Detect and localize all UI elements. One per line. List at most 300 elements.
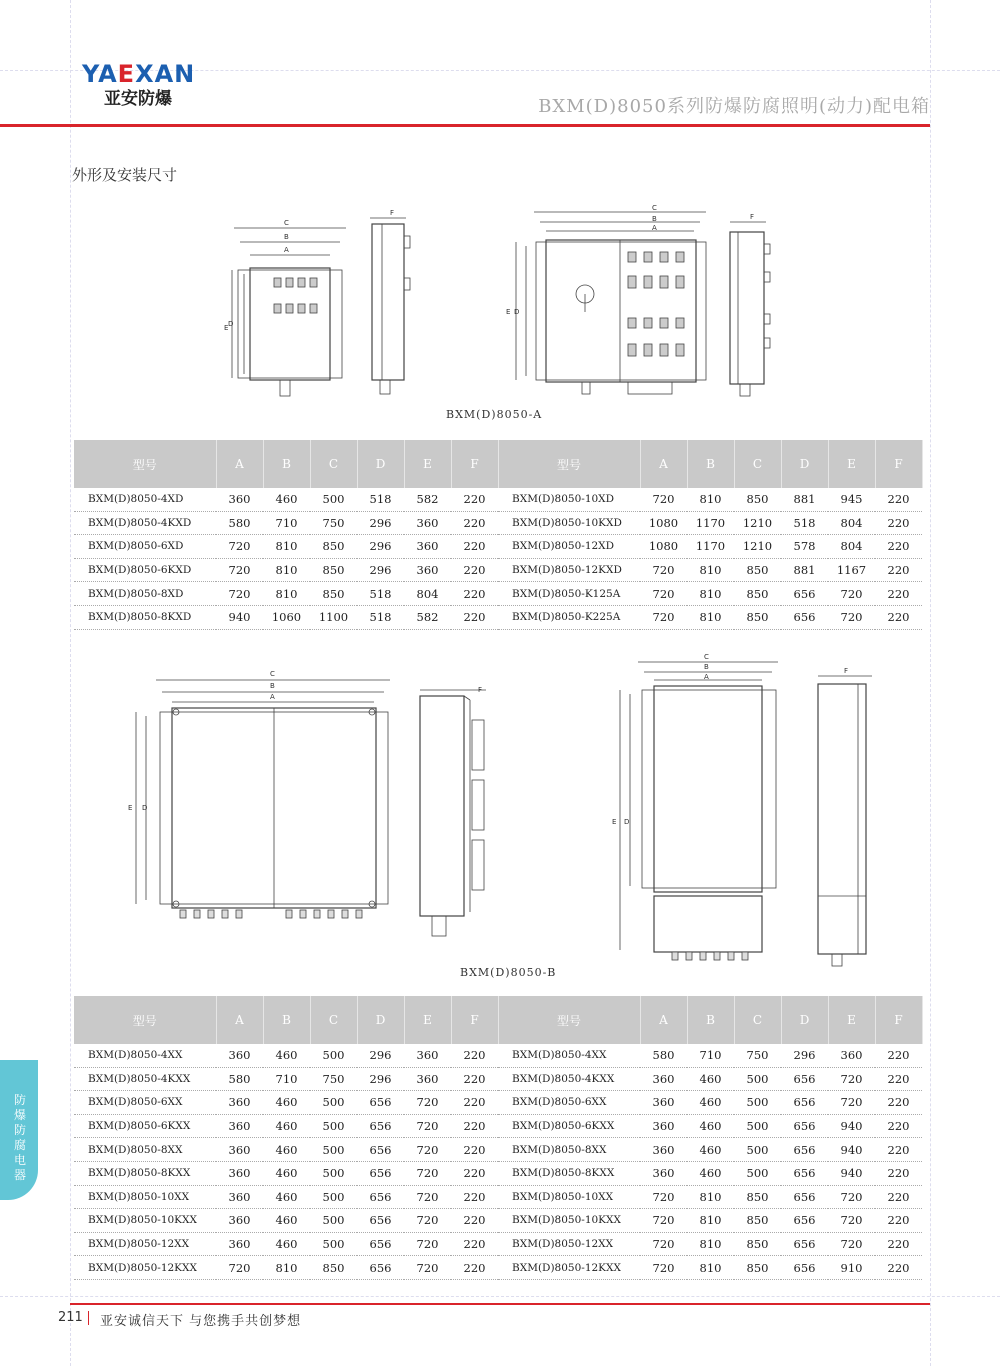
model-cell: BXM(D)8050-4KXX: [74, 1067, 216, 1091]
dimension-cell: 940: [216, 605, 263, 629]
dimension-cell: 360: [216, 1044, 263, 1067]
column-header: F: [875, 440, 922, 488]
dimension-cell: 750: [734, 1044, 781, 1067]
dimension-cell: 1080: [640, 535, 687, 559]
dimension-cell: 220: [451, 1161, 498, 1185]
dimension-cell: 850: [310, 582, 357, 606]
dimension-cell: 810: [687, 582, 734, 606]
dimension-cell: 460: [263, 1091, 310, 1115]
table-row: [74, 1256, 922, 1280]
svg-text:A: A: [652, 224, 657, 232]
dimension-cell: 220: [451, 511, 498, 535]
dimension-cell: 720: [216, 558, 263, 582]
dimension-cell: 850: [734, 1232, 781, 1256]
dimension-cell: 720: [404, 1138, 451, 1162]
dimension-cell: 500: [734, 1091, 781, 1115]
dimension-cell: 220: [875, 1067, 922, 1091]
dimension-cell: 940: [828, 1138, 875, 1162]
model-cell: BXM(D)8050-10XX: [498, 1185, 640, 1209]
dimension-cell: 460: [687, 1161, 734, 1185]
model-cell: BXM(D)8050-8XD: [74, 582, 216, 606]
model-cell: BXM(D)8050-6XD: [74, 535, 216, 559]
dimension-cell: 710: [687, 1044, 734, 1067]
dimension-cell: 850: [310, 558, 357, 582]
svg-text:A: A: [284, 246, 289, 254]
dimension-cell: 656: [781, 605, 828, 629]
model-cell: BXM(D)8050-6KXD: [74, 558, 216, 582]
dimension-cell: 460: [263, 1161, 310, 1185]
model-cell: BXM(D)8050-4XX: [74, 1044, 216, 1067]
dimension-cell: 810: [263, 582, 310, 606]
table-row: [74, 1161, 922, 1185]
dimension-cell: 720: [640, 488, 687, 511]
dimension-cell: 720: [404, 1209, 451, 1233]
dimension-cell: 500: [310, 1232, 357, 1256]
dimension-cell: 810: [687, 558, 734, 582]
dimension-cell: 810: [687, 1256, 734, 1280]
dimension-cell: 720: [640, 605, 687, 629]
dimension-cell: 720: [828, 582, 875, 606]
column-header: D: [357, 440, 404, 488]
dimension-cell: 360: [640, 1091, 687, 1115]
dimension-cell: 220: [451, 582, 498, 606]
column-header: B: [263, 996, 310, 1044]
dimension-cell: 1080: [640, 511, 687, 535]
dimension-cell: 810: [687, 1185, 734, 1209]
svg-text:B: B: [652, 215, 657, 223]
dimension-cell: 360: [216, 488, 263, 511]
column-header: C: [734, 996, 781, 1044]
dimension-cell: 850: [734, 1185, 781, 1209]
model-cell: BXM(D)8050-12XX: [498, 1232, 640, 1256]
dimension-cell: 656: [357, 1161, 404, 1185]
model-cell: BXM(D)8050-12KXX: [74, 1256, 216, 1280]
table-header-row: [74, 996, 922, 1044]
dimension-cell: 518: [357, 605, 404, 629]
category-side-tab-label: 防爆防腐电器: [14, 1093, 27, 1182]
dimension-cell: 582: [404, 605, 451, 629]
dimension-cell: 582: [404, 488, 451, 511]
dimension-cell: 850: [310, 1256, 357, 1280]
front-view-double-door: [128, 670, 390, 918]
footer-separator: [88, 1311, 89, 1325]
dimension-cell: 804: [404, 582, 451, 606]
dimension-cell: 881: [781, 488, 828, 511]
model-cell: BXM(D)8050-8XX: [74, 1138, 216, 1162]
dimension-cell: 296: [357, 558, 404, 582]
dimension-cell: 720: [216, 1256, 263, 1280]
brand-logo: [82, 60, 195, 110]
dimension-cell: 804: [828, 511, 875, 535]
dimension-cell: 578: [781, 535, 828, 559]
dimension-cell: 296: [357, 535, 404, 559]
dimension-cell: 656: [357, 1091, 404, 1115]
dimension-cell: 500: [734, 1138, 781, 1162]
dimension-cell: 220: [875, 1091, 922, 1115]
dimension-cell: 220: [451, 1256, 498, 1280]
page-number: 211: [58, 1310, 83, 1325]
svg-text:A: A: [270, 693, 275, 701]
dimension-cell: 220: [451, 535, 498, 559]
column-header: 型号: [74, 440, 216, 488]
table-row: [74, 1067, 922, 1091]
dimension-cell: 720: [828, 1067, 875, 1091]
column-header: A: [216, 996, 263, 1044]
dimension-cell: 360: [640, 1161, 687, 1185]
model-cell: BXM(D)8050-12XX: [74, 1232, 216, 1256]
column-header: F: [451, 440, 498, 488]
column-header: C: [310, 440, 357, 488]
dimension-cell: 500: [310, 1044, 357, 1067]
dimension-cell: 360: [216, 1185, 263, 1209]
dimension-cell: 220: [451, 1067, 498, 1091]
svg-text:C: C: [270, 670, 275, 678]
dimension-cell: 360: [828, 1044, 875, 1067]
section-title: 外形及安装尺寸: [72, 166, 178, 184]
dimension-cell: 360: [404, 1044, 451, 1067]
dimension-cell: 656: [781, 1209, 828, 1233]
dimension-cell: 656: [781, 1232, 828, 1256]
table-row: [74, 1091, 922, 1115]
dimension-cell: 500: [310, 1114, 357, 1138]
dimension-cell: 720: [828, 1232, 875, 1256]
dimension-cell: 220: [875, 1161, 922, 1185]
svg-text:C: C: [704, 653, 709, 661]
dimension-cell: 1210: [734, 511, 781, 535]
side-view-large: [730, 213, 770, 396]
dimension-cell: 220: [451, 1138, 498, 1162]
column-header: B: [687, 996, 734, 1044]
dimension-cell: 296: [357, 511, 404, 535]
dimension-cell: 656: [781, 1256, 828, 1280]
dimension-cell: 360: [404, 511, 451, 535]
dimension-cell: 220: [875, 1232, 922, 1256]
svg-text:F: F: [390, 209, 395, 217]
table-row: [74, 1209, 922, 1233]
svg-text:D: D: [624, 818, 630, 826]
svg-text:B: B: [704, 663, 709, 671]
dimension-cell: 720: [828, 1185, 875, 1209]
table-row: [74, 535, 922, 559]
column-header: B: [687, 440, 734, 488]
dimension-cell: 656: [781, 582, 828, 606]
svg-text:D: D: [228, 320, 234, 328]
model-cell: BXM(D)8050-4XD: [74, 488, 216, 511]
dimension-cell: 360: [640, 1067, 687, 1091]
header-divider: [0, 124, 930, 127]
dimension-cell: 810: [687, 1209, 734, 1233]
dimension-cell: 220: [451, 1114, 498, 1138]
model-cell: BXM(D)8050-12KXD: [498, 558, 640, 582]
dimension-cell: 1060: [263, 605, 310, 629]
dimension-cell: 580: [216, 1067, 263, 1091]
table-row: [74, 605, 922, 629]
svg-text:A: A: [704, 673, 709, 681]
dimension-cell: 656: [357, 1232, 404, 1256]
table-row: [74, 1114, 922, 1138]
dimension-cell: 500: [310, 1138, 357, 1162]
dimension-cell: 850: [734, 582, 781, 606]
model-cell: BXM(D)8050-10XD: [498, 488, 640, 511]
side-view-double-door: [420, 686, 486, 936]
dimension-cell: 460: [263, 1209, 310, 1233]
dimension-cell: 720: [640, 1209, 687, 1233]
dimension-cell: 500: [734, 1114, 781, 1138]
column-header: F: [875, 996, 922, 1044]
dimension-cell: 720: [828, 605, 875, 629]
dimension-cell: 296: [357, 1044, 404, 1067]
dimension-cell: 810: [263, 1256, 310, 1280]
column-header: E: [404, 996, 451, 1044]
column-header: E: [828, 996, 875, 1044]
dimension-cell: 580: [216, 511, 263, 535]
table-row: [74, 511, 922, 535]
model-cell: BXM(D)8050-10KXX: [74, 1209, 216, 1233]
side-view-small: [370, 209, 410, 394]
dimension-cell: 1170: [687, 535, 734, 559]
dimension-cell: 220: [875, 488, 922, 511]
dimension-cell: 1100: [310, 605, 357, 629]
dimension-cell: 460: [687, 1067, 734, 1091]
crop-guide: [70, 0, 71, 1366]
table-b-body: [74, 1044, 922, 1279]
brand-name-cn: 亚安防爆: [104, 89, 172, 109]
dimension-cell: 360: [216, 1209, 263, 1233]
dimension-cell: 360: [404, 535, 451, 559]
dimension-cell: 720: [404, 1161, 451, 1185]
dimension-cell: 945: [828, 488, 875, 511]
dimension-cell: 220: [451, 605, 498, 629]
model-cell: BXM(D)8050-4KXD: [74, 511, 216, 535]
dimension-cell: 850: [734, 1256, 781, 1280]
technical-drawing-b: [120, 650, 900, 970]
dimension-cell: 810: [263, 558, 310, 582]
column-header: E: [404, 440, 451, 488]
footer-divider: [70, 1303, 930, 1305]
dimension-cell: 220: [875, 1138, 922, 1162]
dimension-cell: 460: [263, 1185, 310, 1209]
dimension-cell: 220: [875, 1044, 922, 1067]
model-cell: BXM(D)8050-10XX: [74, 1185, 216, 1209]
side-view-tall: [818, 667, 872, 966]
column-header: 型号: [498, 996, 640, 1044]
dimension-cell: 850: [310, 535, 357, 559]
dimension-cell: 750: [310, 1067, 357, 1091]
model-cell: BXM(D)8050-12XD: [498, 535, 640, 559]
svg-text:E: E: [128, 804, 133, 812]
model-cell: BXM(D)8050-K225A: [498, 605, 640, 629]
dimension-cell: 804: [828, 535, 875, 559]
dimension-cell: 220: [451, 488, 498, 511]
dimension-cell: 360: [640, 1138, 687, 1162]
svg-text:F: F: [844, 667, 849, 675]
table-row: [74, 582, 922, 606]
svg-text:E: E: [506, 308, 511, 316]
svg-text:C: C: [284, 219, 289, 227]
dimension-cell: 460: [263, 1044, 310, 1067]
dimension-cell: 460: [263, 1232, 310, 1256]
model-cell: BXM(D)8050-4XX: [498, 1044, 640, 1067]
crop-guide: [930, 0, 931, 1366]
dimension-cell: 1170: [687, 511, 734, 535]
column-header: C: [310, 996, 357, 1044]
dimension-cell: 750: [310, 511, 357, 535]
dimension-cell: 656: [781, 1138, 828, 1162]
table-row: [74, 1185, 922, 1209]
dimension-cell: 296: [781, 1044, 828, 1067]
dimension-cell: 220: [875, 1114, 922, 1138]
dimension-cell: 460: [687, 1138, 734, 1162]
front-view-large: [506, 204, 706, 394]
svg-text:F: F: [478, 686, 483, 694]
column-header: D: [781, 440, 828, 488]
dimension-cell: 881: [781, 558, 828, 582]
spec-table-a: [74, 440, 923, 630]
dimension-cell: 810: [687, 1232, 734, 1256]
dimension-cell: 810: [263, 535, 310, 559]
dimension-cell: 720: [640, 1232, 687, 1256]
column-header: 型号: [498, 440, 640, 488]
dimension-cell: 656: [357, 1114, 404, 1138]
dimension-cell: 810: [687, 605, 734, 629]
column-header: E: [828, 440, 875, 488]
dimension-cell: 518: [357, 582, 404, 606]
dimension-cell: 220: [875, 1209, 922, 1233]
svg-text:B: B: [284, 233, 289, 241]
dimension-cell: 460: [687, 1114, 734, 1138]
dimension-cell: 656: [781, 1091, 828, 1115]
dimension-cell: 220: [451, 558, 498, 582]
dimension-cell: 220: [451, 1044, 498, 1067]
dimension-cell: 720: [404, 1114, 451, 1138]
model-cell: BXM(D)8050-10KXD: [498, 511, 640, 535]
dimension-cell: 360: [216, 1161, 263, 1185]
model-cell: BXM(D)8050-8XX: [498, 1138, 640, 1162]
dimension-cell: 940: [828, 1114, 875, 1138]
dimension-cell: 850: [734, 558, 781, 582]
dimension-cell: 220: [875, 1256, 922, 1280]
column-header: A: [216, 440, 263, 488]
dimension-cell: 500: [310, 1209, 357, 1233]
column-header: D: [357, 996, 404, 1044]
dimension-cell: 360: [640, 1114, 687, 1138]
dimension-cell: 220: [875, 511, 922, 535]
dimension-cell: 656: [357, 1185, 404, 1209]
dimension-cell: 460: [263, 1114, 310, 1138]
dimension-cell: 720: [640, 1185, 687, 1209]
dimension-cell: 810: [687, 488, 734, 511]
table-row: [74, 1138, 922, 1162]
drawing-b-caption: BXM(D)8050-B: [460, 966, 557, 979]
dimension-cell: 360: [216, 1114, 263, 1138]
dimension-cell: 580: [640, 1044, 687, 1067]
dimension-cell: 460: [263, 1138, 310, 1162]
dimension-cell: 656: [781, 1067, 828, 1091]
column-header: A: [640, 440, 687, 488]
dimension-cell: 1167: [828, 558, 875, 582]
dimension-cell: 910: [828, 1256, 875, 1280]
dimension-cell: 850: [734, 1209, 781, 1233]
dimension-cell: 656: [781, 1185, 828, 1209]
dimension-cell: 500: [734, 1067, 781, 1091]
dimension-cell: 220: [875, 582, 922, 606]
dimension-cell: 220: [451, 1209, 498, 1233]
dimension-cell: 940: [828, 1161, 875, 1185]
page-title: BXM(D)8050系列防爆防腐照明(动力)配电箱: [538, 96, 930, 117]
dimension-cell: 720: [404, 1256, 451, 1280]
column-header: D: [781, 996, 828, 1044]
dimension-cell: 360: [216, 1232, 263, 1256]
model-cell: BXM(D)8050-4KXX: [498, 1067, 640, 1091]
dimension-cell: 720: [828, 1209, 875, 1233]
svg-text:D: D: [142, 804, 148, 812]
front-view-tall: [612, 653, 778, 960]
dimension-cell: 720: [640, 558, 687, 582]
dimension-cell: 710: [263, 511, 310, 535]
dimension-cell: 656: [781, 1114, 828, 1138]
dimension-cell: 220: [451, 1232, 498, 1256]
crop-guide: [0, 1296, 1000, 1297]
spec-table-b: [74, 996, 923, 1280]
column-header: A: [640, 996, 687, 1044]
model-cell: BXM(D)8050-8KXX: [74, 1161, 216, 1185]
dimension-cell: 518: [357, 488, 404, 511]
front-view-small: [224, 219, 346, 396]
dimension-cell: 720: [404, 1091, 451, 1115]
column-header: F: [451, 996, 498, 1044]
brand-name-en: YAEXAN: [82, 60, 196, 88]
dimension-cell: 710: [263, 1067, 310, 1091]
column-header: C: [734, 440, 781, 488]
table-a-body: [74, 488, 922, 629]
model-cell: BXM(D)8050-10KXX: [498, 1209, 640, 1233]
dimension-cell: 656: [357, 1256, 404, 1280]
dimension-cell: 850: [734, 488, 781, 511]
dimension-cell: 656: [357, 1209, 404, 1233]
dimension-cell: 360: [404, 558, 451, 582]
dimension-cell: 460: [263, 488, 310, 511]
model-cell: BXM(D)8050-8KXX: [498, 1161, 640, 1185]
model-cell: BXM(D)8050-6XX: [74, 1091, 216, 1115]
model-cell: BXM(D)8050-12KXX: [498, 1256, 640, 1280]
dimension-cell: 500: [310, 1161, 357, 1185]
dimension-cell: 656: [357, 1138, 404, 1162]
dimension-cell: 500: [310, 1091, 357, 1115]
svg-text:E: E: [612, 818, 617, 826]
dimension-cell: 720: [640, 1256, 687, 1280]
column-header: B: [263, 440, 310, 488]
dimension-cell: 296: [357, 1067, 404, 1091]
table-row: [74, 1232, 922, 1256]
dimension-cell: 720: [216, 582, 263, 606]
dimension-cell: 720: [404, 1232, 451, 1256]
dimension-cell: 460: [687, 1091, 734, 1115]
table-header-row: [74, 440, 922, 488]
dimension-cell: 360: [404, 1067, 451, 1091]
dimension-cell: 720: [216, 535, 263, 559]
svg-text:B: B: [270, 682, 275, 690]
column-header: 型号: [74, 996, 216, 1044]
dimension-cell: 720: [404, 1185, 451, 1209]
model-cell: BXM(D)8050-6KXX: [74, 1114, 216, 1138]
dimension-cell: 720: [640, 582, 687, 606]
dimension-cell: 518: [781, 511, 828, 535]
svg-text:F: F: [750, 213, 755, 221]
footer-slogan: 亚安诚信天下 与您携手共创梦想: [100, 1314, 302, 1329]
dimension-cell: 220: [875, 1185, 922, 1209]
dimension-cell: 500: [310, 488, 357, 511]
dimension-cell: 220: [875, 535, 922, 559]
